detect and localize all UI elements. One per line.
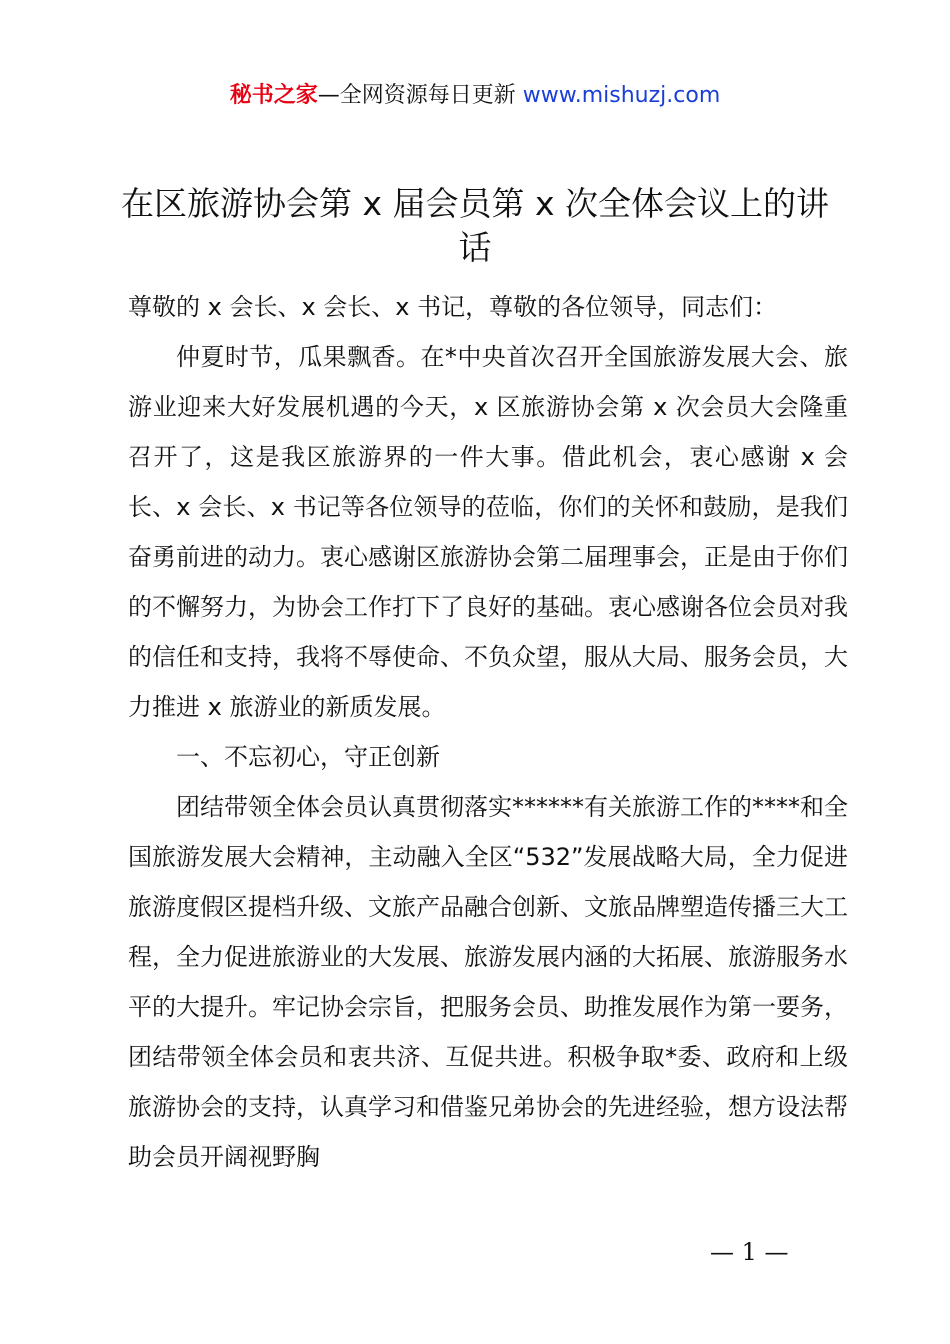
- page-number: — 1 —: [710, 1238, 789, 1266]
- site-banner: [0, 80, 950, 112]
- banner-url-link[interactable]: www.mishuzj.com: [522, 83, 721, 108]
- document-title: 在区旅游协会第 x 届会员第 x 次全体会议上的讲话: [120, 184, 830, 267]
- banner-brand: 秘书之家: [229, 83, 318, 108]
- paragraph-opening: 仲夏时节，瓜果飘香。在*中央首次召开全国旅游发展大会、旅游业迎来大好发展机遇的今天，x 区旅游协会第 x 次会员大会隆重召开了，这是我区旅游界的一件大事。借此机会，衷心感谢 x 会长、x 会长、x 书记等各位领导的莅临，你们的关怀和鼓励，是我们奋勇前进的动力。衷心感谢区旅游协会第二届理事会，正是由于你们的不懈努力，为协会工作打下了良好的基础。衷心感谢各位会员对我的信任和支持，我将不辱使命、不负众望，服从大局、服务会员，大力推进 x 旅游业的新质发展。: [128, 343, 848, 721]
- section-heading: 一、不忘初心，守正创新: [176, 743, 440, 771]
- document-body: [128, 282, 848, 1182]
- paragraph-section-one: 团结带领全体会员认真贯彻落实******有关旅游工作的****和全国旅游发展大会精神，主动融入全区“532”发展战略大局，全力促进旅游度假区提档升级、文旅产品融合创新、文旅品牌塑造传播三大工程，全力促进旅游业的大发展、旅游发展内涵的大拓展、旅游服务水平的大提升。牢记协会宗旨，把服务会员、助推发展作为第一要务，团结带领全体会员和衷共济、互促共进。积极争取*委、政府和上级旅游协会的支持，认真学习和借鉴兄弟协会的先进经验，想方设法帮助会员开阔视野胸: [128, 793, 848, 1171]
- salutation: 尊敬的 x 会长、x 会长、x 书记，尊敬的各位领导，同志们：: [128, 293, 778, 321]
- banner-tagline: —全网资源每日更新: [317, 83, 516, 108]
